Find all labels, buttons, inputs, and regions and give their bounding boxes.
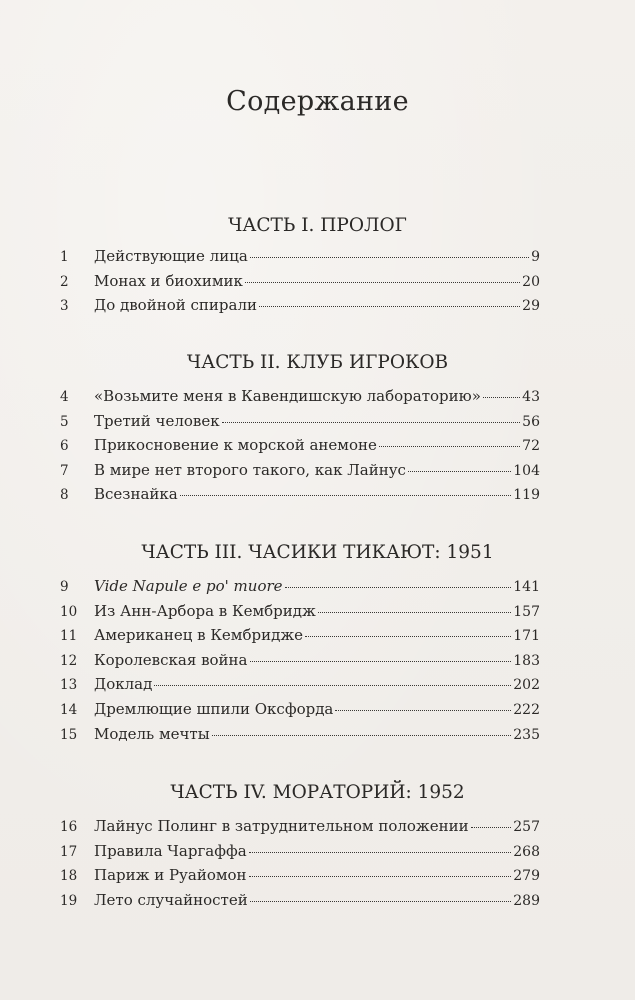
chapter-number: 13 [60,677,78,694]
page-number: 20 [522,273,540,290]
chapter-number: 8 [60,487,69,504]
part-4 [0,780,635,909]
page-number: 72 [522,438,540,455]
chapter-number: 9 [60,579,69,595]
part-heading: ЧАСТЬ I. ПРОЛОГ [228,215,407,236]
page-number: 202 [513,677,540,694]
chapter-number: 6 [60,438,69,455]
chapter-number: 15 [60,726,78,743]
page-number: 9 [531,249,540,265]
toc-entry [60,626,540,651]
page-number: 141 [513,579,540,595]
toc-entry [60,387,540,412]
dot-leader [250,901,512,902]
toc-entry [60,891,540,916]
chapter-title: Монах и биохимик [94,271,243,290]
chapter-title: Правила Чаргаффа [94,841,247,860]
chapter-title: Из Анн-Арбора в Кембридж [94,601,316,620]
chapter-title: В мире нет второго такого, как Лайнус [94,460,406,479]
dot-leader [305,636,511,637]
dot-leader [154,685,511,686]
chapter-number: 19 [60,892,78,909]
toc-entry [60,842,540,867]
entry-list [60,387,540,510]
dot-leader [249,876,512,877]
toc-entry [60,577,540,602]
entry-list [60,247,540,321]
chapter-title: Лайнус Полинг в затруднительном положении [94,817,469,835]
dot-leader [259,306,520,307]
page-number: 268 [513,843,540,860]
dot-leader [250,661,512,662]
chapter-title: Американец в Кембридже [94,626,304,645]
page-number: 235 [513,726,540,743]
toc-entry [60,247,540,272]
page-number: 29 [522,298,540,315]
dot-leader [379,446,520,447]
part-2 [0,350,635,504]
page-number: 119 [513,487,540,504]
chapter-title: Модель мечты [94,724,210,743]
page-number: 222 [513,701,540,718]
chapter-number: 11 [60,628,78,645]
dot-leader [212,735,512,736]
chapter-number: 1 [60,249,69,265]
chapter-title: До двойной спирали [94,296,257,315]
part-heading: ЧАСТЬ II. КЛУБ ИГРОКОВ [186,352,449,373]
chapter-number: 17 [60,843,78,860]
part-1 [0,213,635,315]
page-number: 157 [513,603,540,620]
page-number: 43 [522,389,540,405]
chapter-title: Vide Napule e po' muore [94,577,283,595]
entry-list [60,577,540,749]
page-number: 279 [513,868,540,885]
chapter-number: 4 [60,389,69,405]
dot-leader [318,612,511,613]
dot-leader [483,397,520,398]
chapter-number: 16 [60,819,78,835]
chapter-number: 10 [60,603,78,620]
page-number: 289 [513,892,540,909]
page-title: Содержание [226,86,409,117]
chapter-title: Лето случайностей [94,890,248,909]
chapter-number: 3 [60,298,69,315]
page-number: 183 [513,652,540,669]
toc-entry [60,436,540,461]
chapter-number: 18 [60,868,78,885]
chapter-number: 12 [60,652,78,669]
toc-entry [60,412,540,437]
chapter-number: 14 [60,701,78,718]
chapter-number: 2 [60,273,69,290]
dot-leader [335,710,511,711]
chapter-title: «Возьмите меня в Кавендишскую лабораторию» [94,387,481,405]
toc-entry [60,296,540,321]
chapter-title: Дремлющие шпили Оксфорда [94,699,334,718]
page-number: 171 [513,628,540,645]
dot-leader [250,257,529,258]
toc-entry [60,272,540,297]
toc-entry [60,700,540,725]
chapter-title: Париж и Руайомон [94,866,247,885]
toc-entry [60,866,540,891]
toc-entry [60,485,540,510]
dot-leader [180,495,512,496]
toc-entry [60,651,540,676]
part-heading: ЧАСТЬ IV. МОРАТОРИЙ: 1952 [170,782,465,803]
toc-entry [60,602,540,627]
dot-leader [285,587,512,588]
toc-entry [60,461,540,486]
toc-entry [60,817,540,842]
chapter-number: 5 [60,413,69,430]
chapter-title: Прикосновение к морской анемоне [94,436,377,455]
chapter-title: Третий человек [94,411,220,430]
page-number: 257 [513,819,540,835]
page-number: 104 [513,462,540,479]
chapter-title: Всезнайка [94,485,178,504]
dot-leader [245,282,520,283]
toc-entry [60,675,540,700]
page-number: 56 [522,413,540,430]
chapter-number: 7 [60,462,69,479]
chapter-title: Доклад [94,675,153,694]
dot-leader [471,827,512,828]
dot-leader [249,852,512,853]
toc-entry [60,725,540,750]
dot-leader [408,471,511,472]
chapter-title: Королевская война [94,650,248,669]
part-heading: ЧАСТЬ III. ЧАСИКИ ТИКАЮТ: 1951 [141,542,494,563]
dot-leader [222,422,521,423]
part-3 [0,540,635,743]
chapter-title: Действующие лица [94,247,248,265]
entry-list [60,817,540,915]
